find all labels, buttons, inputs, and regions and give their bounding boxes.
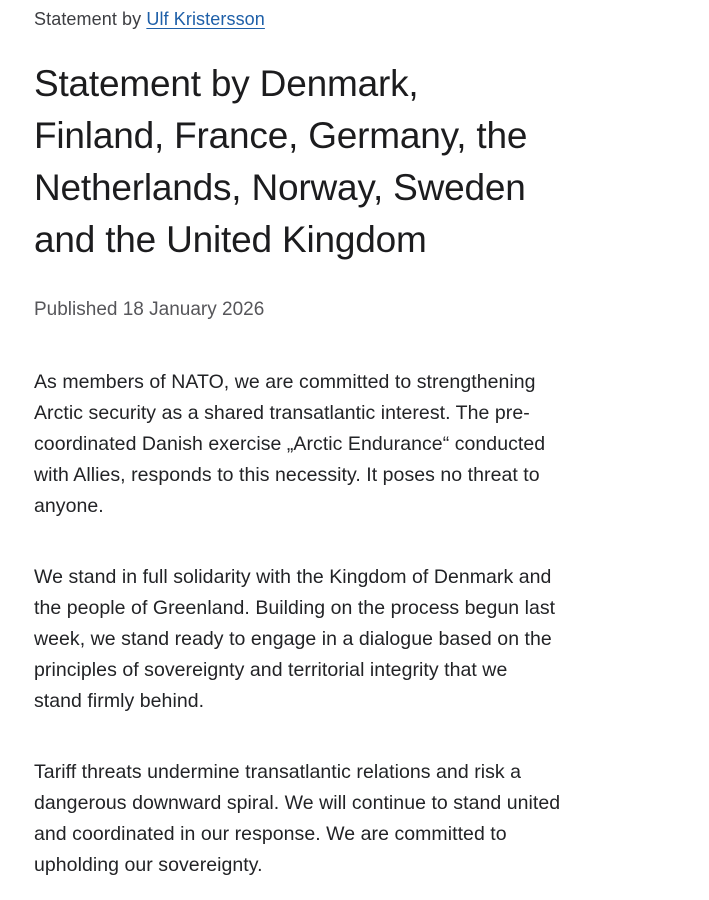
text-line: Arctic security as a shared transatlantic interest. The pre-: [34, 402, 530, 424]
page-title: [34, 58, 679, 266]
text-line: upholding our sovereignty.: [34, 854, 263, 876]
text-line: and coordinated in our response. We are committed to: [34, 823, 507, 845]
eyebrow-line: [34, 8, 679, 30]
text-line: the people of Greenland. Building on the process begun last: [34, 597, 556, 619]
page-title-line: and the United Kingdom: [34, 219, 427, 260]
text-line: coordinated Danish exercise „Arctic Endurance“ conducted: [34, 433, 546, 455]
paragraph: [34, 757, 679, 881]
text-line: with Allies, responds to this necessity. It poses no threat to: [34, 464, 540, 486]
text-line: As members of NATO, we are committed to strengthening: [34, 371, 536, 393]
paragraph: [34, 562, 679, 717]
text-line: stand firmly behind.: [34, 690, 205, 712]
text-line: principles of sovereignty and territorial integrity that we: [34, 659, 508, 681]
published-date: Published 18 January 2026: [34, 299, 265, 320]
text-line: week, we stand ready to engage in a dialogue based on the: [34, 628, 552, 650]
text-line: anyone.: [34, 495, 104, 517]
text-line: Tariff threats undermine transatlantic relations and risk a: [34, 761, 522, 783]
page-title-line: Statement by Denmark,: [34, 63, 419, 104]
text-line: dangerous downward spiral. We will continue to stand united: [34, 792, 561, 814]
page-title-line: Netherlands, Norway, Sweden: [34, 167, 526, 208]
statement-body: [34, 367, 679, 881]
paragraph: [34, 367, 679, 522]
text-line: We stand in full solidarity with the Kingdom of Denmark and: [34, 566, 552, 588]
eyebrow-prefix: Statement by: [34, 9, 147, 29]
page-title-line: Finland, France, Germany, the: [34, 115, 528, 156]
author-link[interactable]: Ulf Kristersson: [146, 9, 265, 29]
